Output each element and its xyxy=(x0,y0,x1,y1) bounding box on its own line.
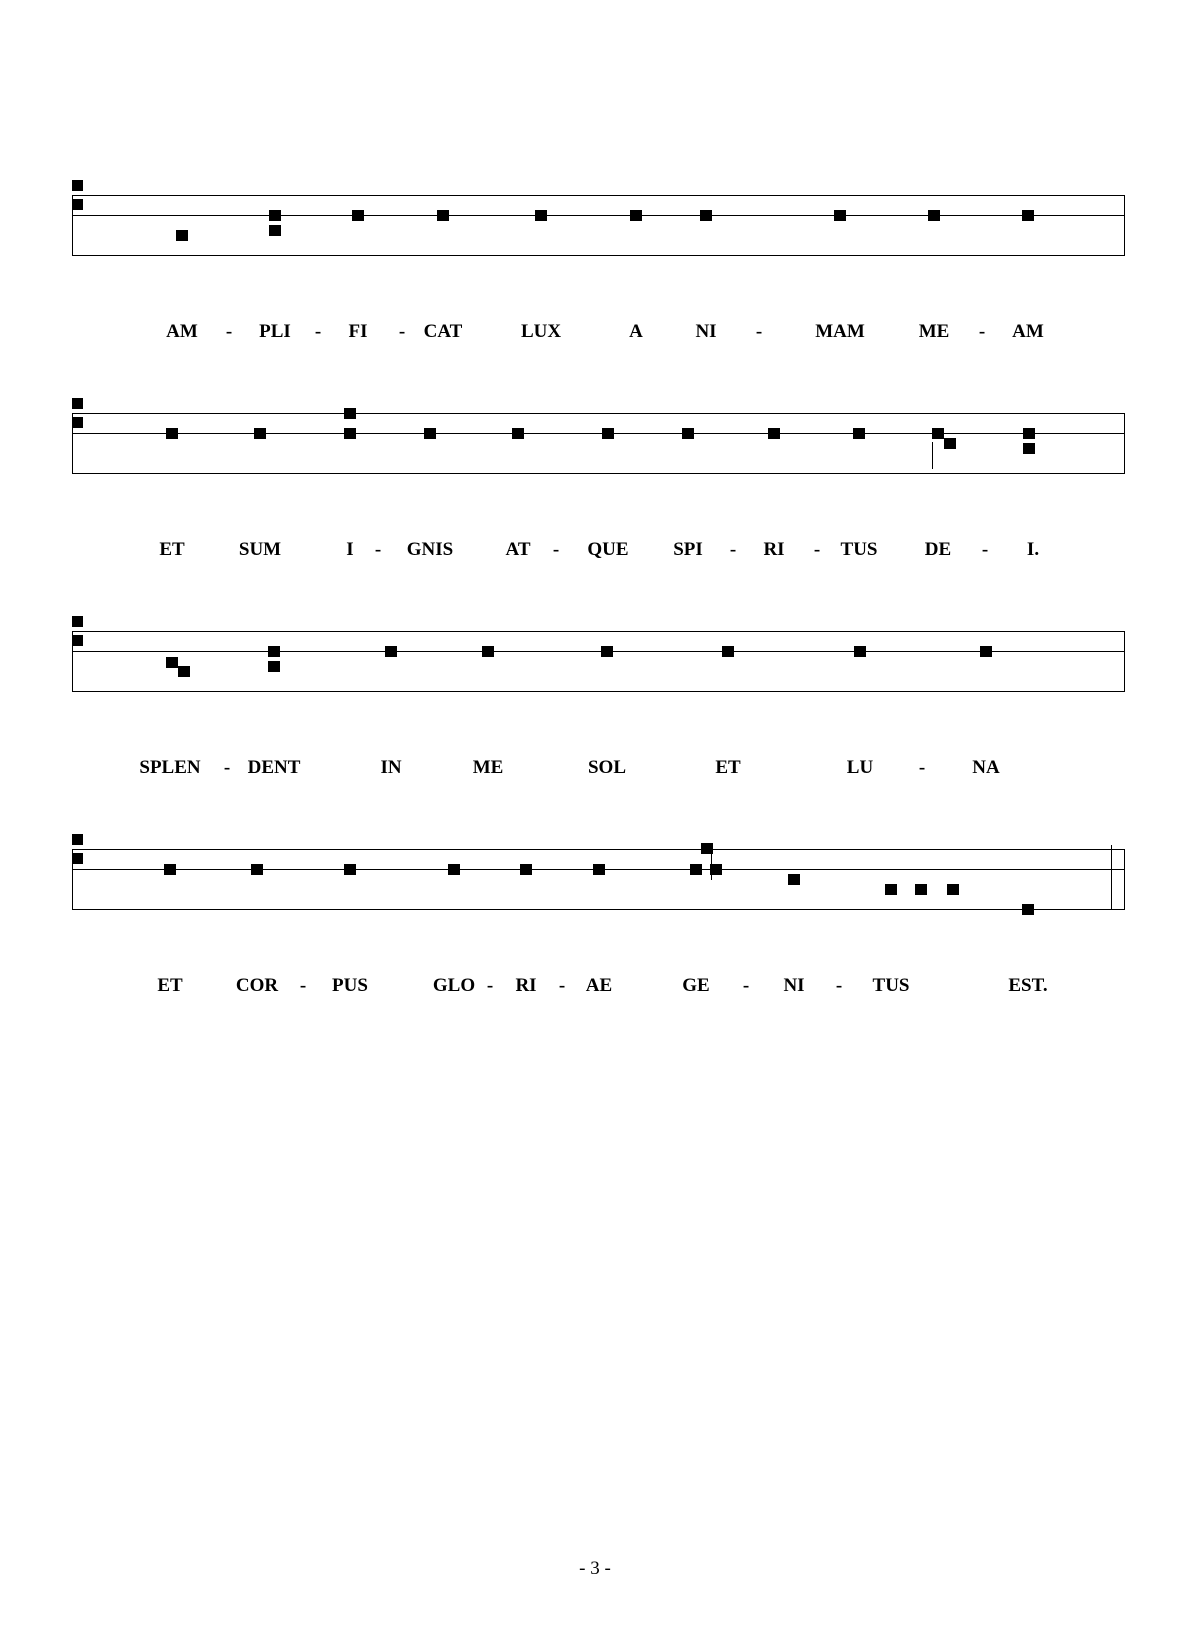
neume-note xyxy=(1022,210,1034,221)
neume-note xyxy=(700,210,712,221)
lyric-syllable: PUS xyxy=(332,975,368,996)
lyric-syllable: NA xyxy=(972,757,1000,778)
lyric-syllable: GNIS xyxy=(406,539,454,560)
staff-line xyxy=(72,215,1125,216)
lyric-hyphen: - xyxy=(813,539,821,560)
lyric-hyphen: - xyxy=(729,539,737,560)
lyric-hyphen: - xyxy=(299,975,307,996)
lyric-syllable: CAT xyxy=(423,321,463,342)
neume-note xyxy=(768,428,780,439)
clef-icon xyxy=(72,398,83,409)
lyric-syllable: PLI xyxy=(259,321,291,342)
neume-note xyxy=(437,210,449,221)
lyric-syllable: QUE xyxy=(587,539,629,560)
neume-note xyxy=(601,646,613,657)
neume-note xyxy=(448,864,460,875)
neume-note xyxy=(928,210,940,221)
lyric-hyphen: - xyxy=(225,321,233,342)
lyric-syllable: NI xyxy=(695,321,717,342)
neume-note xyxy=(593,864,605,875)
neume-note xyxy=(482,646,494,657)
lyric-syllable: AM xyxy=(1012,321,1044,342)
staff-line xyxy=(72,255,1125,256)
lyric-hyphen: - xyxy=(223,757,231,778)
lyric-syllable: MAM xyxy=(815,321,865,342)
lyric-syllable: EST. xyxy=(1008,975,1048,996)
staff-right-bar xyxy=(1124,631,1125,692)
lyric-syllable: IN xyxy=(380,757,402,778)
neume-note xyxy=(788,874,800,885)
lyric-hyphen: - xyxy=(486,975,494,996)
lyric-syllable: ME xyxy=(918,321,950,342)
neume-note xyxy=(932,428,944,439)
clef-icon xyxy=(72,616,83,627)
neume-note xyxy=(268,646,280,657)
lyric-syllable: ET xyxy=(715,757,741,778)
lyric-syllable: ET xyxy=(157,975,183,996)
lyric-hyphen: - xyxy=(558,975,566,996)
staff-line xyxy=(72,849,1125,850)
lyric-syllable: SUM xyxy=(238,539,282,560)
lyric-syllable: TUS xyxy=(872,975,910,996)
lyric-hyphen: - xyxy=(835,975,843,996)
staff-line xyxy=(72,473,1125,474)
neume-note xyxy=(352,210,364,221)
neume-note xyxy=(980,646,992,657)
neume-note xyxy=(166,657,178,668)
neume-note xyxy=(1023,443,1035,454)
neume-note xyxy=(834,210,846,221)
lyric-syllable: AT xyxy=(505,539,531,560)
lyric-syllable: GE xyxy=(682,975,710,996)
neume-note xyxy=(164,864,176,875)
lyric-hyphen: - xyxy=(374,539,382,560)
neume-note xyxy=(854,646,866,657)
lyric-hyphen: - xyxy=(755,321,763,342)
lyric-syllable: SPLEN xyxy=(139,757,201,778)
lyric-syllable: NI xyxy=(783,975,805,996)
lyric-syllable: RI xyxy=(515,975,537,996)
lyric-syllable: DENT xyxy=(247,757,301,778)
lyric-syllable: RI xyxy=(763,539,785,560)
neume-stem xyxy=(711,853,712,880)
neume-note xyxy=(630,210,642,221)
neume-note xyxy=(853,428,865,439)
clef-icon xyxy=(72,853,83,864)
staff-line xyxy=(72,909,1125,910)
lyric-hyphen: - xyxy=(314,321,322,342)
neume-note xyxy=(166,428,178,439)
neume-note xyxy=(947,884,959,895)
staff-line xyxy=(72,631,1125,632)
neume-note xyxy=(251,864,263,875)
lyric-syllable: DE xyxy=(924,539,952,560)
neume-note xyxy=(1022,904,1034,915)
neume-note xyxy=(385,646,397,657)
lyric-hyphen: - xyxy=(981,539,989,560)
neume-note xyxy=(512,428,524,439)
neume-note xyxy=(269,225,281,236)
neume-stem xyxy=(932,442,933,469)
lyric-syllable: AM xyxy=(166,321,198,342)
lyric-syllable: A xyxy=(629,321,643,342)
clef-icon xyxy=(72,199,83,210)
clef-icon xyxy=(72,180,83,191)
lyric-syllable: COR xyxy=(235,975,279,996)
staff-right-bar xyxy=(1124,849,1125,910)
neume-note xyxy=(722,646,734,657)
neume-note xyxy=(254,428,266,439)
clef-icon xyxy=(72,635,83,646)
lyric-syllable: AE xyxy=(585,975,613,996)
lyric-syllable: ME xyxy=(472,757,504,778)
lyric-hyphen: - xyxy=(978,321,986,342)
neume-note xyxy=(269,210,281,221)
neume-note xyxy=(915,884,927,895)
neume-note xyxy=(520,864,532,875)
staff-line xyxy=(72,433,1125,434)
clef-icon xyxy=(72,834,83,845)
lyric-syllable: I. xyxy=(1026,539,1040,560)
neume-note xyxy=(690,864,702,875)
staff-line xyxy=(72,195,1125,196)
lyric-syllable: SPI xyxy=(673,539,703,560)
staff-line xyxy=(72,651,1125,652)
neume-note xyxy=(885,884,897,895)
lyric-hyphen: - xyxy=(742,975,750,996)
neume-note xyxy=(178,666,190,677)
staff-right-bar xyxy=(1124,413,1125,474)
lyric-syllable: TUS xyxy=(840,539,878,560)
lyric-syllable: SOL xyxy=(587,757,627,778)
neume-note xyxy=(1023,428,1035,439)
lyric-hyphen: - xyxy=(918,757,926,778)
lyric-hyphen: - xyxy=(398,321,406,342)
lyric-syllable: LUX xyxy=(520,321,562,342)
lyric-syllable: FI xyxy=(348,321,368,342)
neume-note xyxy=(535,210,547,221)
lyric-hyphen: - xyxy=(552,539,560,560)
lyric-syllable: ET xyxy=(159,539,185,560)
final-barline xyxy=(1111,845,1112,910)
staff-right-bar xyxy=(1124,195,1125,256)
neume-note xyxy=(602,428,614,439)
neume-note xyxy=(176,230,188,241)
lyric-syllable: GLO xyxy=(432,975,476,996)
lyric-syllable: LU xyxy=(846,757,874,778)
neume-note xyxy=(344,408,356,419)
lyric-syllable: I xyxy=(346,539,354,560)
staff-line xyxy=(72,413,1125,414)
page-number: - 3 - xyxy=(579,1558,611,1579)
neume-note xyxy=(344,864,356,875)
neume-note xyxy=(424,428,436,439)
neume-note xyxy=(344,428,356,439)
clef-icon xyxy=(72,417,83,428)
staff-line xyxy=(72,691,1125,692)
neume-note xyxy=(268,661,280,672)
neume-note xyxy=(944,438,956,449)
neume-note xyxy=(682,428,694,439)
